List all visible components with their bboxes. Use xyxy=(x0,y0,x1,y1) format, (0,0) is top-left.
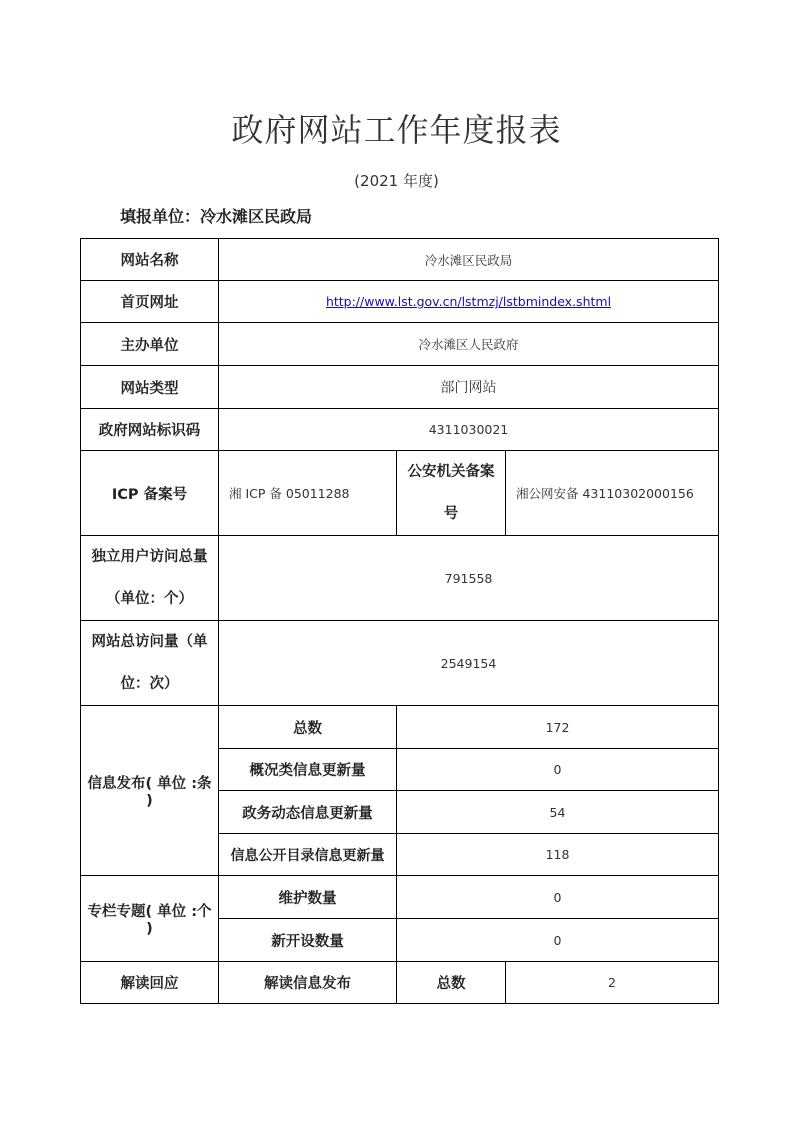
page-views-value: 2549154 xyxy=(219,621,719,706)
row-site-name xyxy=(81,239,719,281)
report-year: (2021 年度) xyxy=(354,172,439,190)
icp-value: 湘 ICP 备 05011288 xyxy=(219,451,397,536)
site-id-label: 政府网站标识码 xyxy=(81,409,219,451)
column-maintained-label: 维护数量 xyxy=(219,876,397,919)
info-news-value: 54 xyxy=(397,791,719,834)
special-column-label: 专栏专题( 单位 :个 ) xyxy=(81,876,219,962)
column-new-label: 新开设数量 xyxy=(219,919,397,962)
sponsor-value: 冷水滩区人民政府 xyxy=(219,323,719,366)
interpretation-total-label: 总数 xyxy=(397,962,506,1004)
sponsor-label: 主办单位 xyxy=(81,323,219,366)
info-total-label: 总数 xyxy=(219,706,397,749)
homepage-cell xyxy=(219,281,719,323)
site-type-label: 网站类型 xyxy=(81,366,219,409)
homepage-link[interactable]: http://www.lst.gov.cn/lstmzj/lstbmindex.shtml xyxy=(325,294,612,309)
police-record-value: 湘公网安备 43110302000156 xyxy=(506,451,719,536)
info-disclosure-value: 118 xyxy=(397,834,719,876)
site-name-value: 冷水滩区民政局 xyxy=(219,239,719,281)
row-column-maintained xyxy=(81,876,719,919)
site-id-value: 4311030021 xyxy=(219,409,719,451)
info-news-label: 政务动态信息更新量 xyxy=(219,791,397,834)
interpretation-total-value: 2 xyxy=(506,962,719,1004)
row-unique-visitors xyxy=(81,536,719,621)
interpretation-label: 解读回应 xyxy=(81,962,219,1004)
row-interpretation xyxy=(81,962,719,1004)
interpretation-release-label: 解读信息发布 xyxy=(219,962,397,1004)
column-new-value: 0 xyxy=(397,919,719,962)
info-total-value: 172 xyxy=(397,706,719,749)
homepage-label: 首页网址 xyxy=(81,281,219,323)
row-icp xyxy=(81,451,719,536)
police-record-label: 公安机关备案号 xyxy=(397,451,506,536)
row-site-type xyxy=(81,366,719,409)
info-overview-label: 概况类信息更新量 xyxy=(219,749,397,791)
row-sponsor xyxy=(81,323,719,366)
reporting-unit: 填报单位：冷水滩区民政局 xyxy=(120,207,313,226)
page-views-label: 网站总访问量（单位：次） xyxy=(81,621,219,706)
row-homepage xyxy=(81,281,719,323)
column-maintained-value: 0 xyxy=(397,876,719,919)
icp-label: ICP 备案号 xyxy=(81,451,219,536)
unique-visitors-label: 独立用户访问总量（单位：个） xyxy=(81,536,219,621)
report-table xyxy=(80,238,719,1004)
info-release-label: 信息发布( 单位 :条 ) xyxy=(81,706,219,876)
site-name-label: 网站名称 xyxy=(81,239,219,281)
info-overview-value: 0 xyxy=(397,749,719,791)
info-disclosure-label: 信息公开目录信息更新量 xyxy=(219,834,397,876)
unique-visitors-value: 791558 xyxy=(219,536,719,621)
row-page-views xyxy=(81,621,719,706)
row-site-id xyxy=(81,409,719,451)
row-info-total xyxy=(81,706,719,749)
page-title: 政府网站工作年度报表 xyxy=(231,111,562,149)
site-type-value: 部门网站 xyxy=(219,366,719,409)
